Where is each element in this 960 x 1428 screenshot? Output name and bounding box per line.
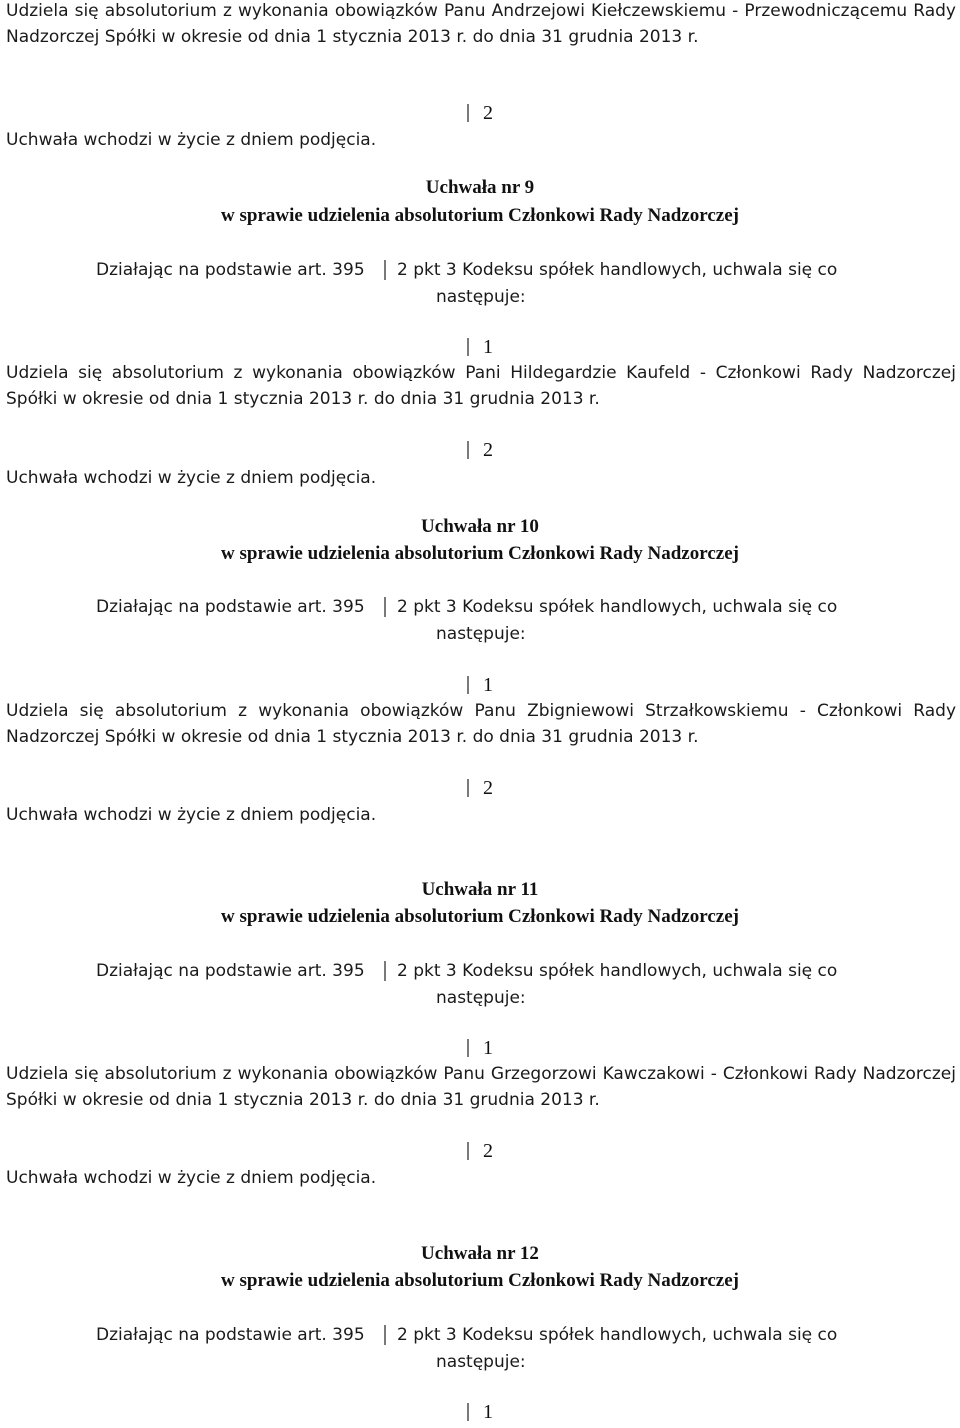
section-number: 1 <box>483 1401 493 1423</box>
section-1-heading <box>465 1036 505 1060</box>
intro-text-3: następuje: <box>436 287 526 307</box>
intro-text-2: 2 pkt 3 Kodeksu spółek handlowych, uchwala się co <box>397 961 838 981</box>
intro-text-3: następuje: <box>436 624 526 644</box>
section-number: 1 <box>483 674 493 696</box>
paragraph-effective: Uchwała wchodzi w życie z dniem podjęcia. <box>6 468 377 488</box>
section-2-heading <box>465 1139 505 1163</box>
intro-text-2: 2 pkt 3 Kodeksu spółek handlowych, uchwala się co <box>397 597 838 617</box>
resolution-title: Uchwała nr 11 <box>421 879 539 900</box>
section-number: 2 <box>483 777 493 799</box>
resolution-title: Uchwała nr 9 <box>425 177 535 198</box>
section-sign-icon <box>383 259 393 281</box>
resolution-subtitle: w sprawie udzielenia absolutorium Członkowi Rady Nadzorczej <box>221 1270 739 1291</box>
intro-text-1: Działając na podstawie art. 395 <box>96 961 365 981</box>
paragraph-absolutorium: Udziela się absolutorium z wykonania obowiązków Panu Grzegorzowi Kawczakowi - Członkowi Rady Nadzorczej Spółki w okresie od dnia 1 stycznia 2013 r. do dnia 31 grudnia 2013 r. <box>6 1064 956 1110</box>
section-sign-icon <box>465 1402 479 1422</box>
intro-text-3: następuje: <box>436 1352 526 1372</box>
section-1-heading <box>465 335 505 359</box>
section-number: 1 <box>483 1037 493 1059</box>
section-sign-icon <box>465 337 479 357</box>
intro-text-1: Działając na podstawie art. 395 <box>96 1325 365 1345</box>
resolution-title: Uchwała nr 10 <box>421 516 539 537</box>
intro-text-2: 2 pkt 3 Kodeksu spółek handlowych, uchwala się co <box>397 1325 838 1345</box>
section-sign-icon <box>383 1324 393 1346</box>
section-1-heading <box>465 673 505 697</box>
intro-text-3: następuje: <box>436 988 526 1008</box>
resolution-subtitle: w sprawie udzielenia absolutorium Członkowi Rady Nadzorczej <box>221 543 739 564</box>
paragraph-effective: Uchwała wchodzi w życie z dniem podjęcia. <box>6 805 377 825</box>
section-sign-icon <box>465 1038 479 1058</box>
resolution-subtitle: w sprawie udzielenia absolutorium Członkowi Rady Nadzorczej <box>221 906 739 927</box>
resolution-subtitle: w sprawie udzielenia absolutorium Członkowi Rady Nadzorczej <box>221 205 739 226</box>
paragraph-absolutorium-kielczewski: Udziela się absolutorium z wykonania obowiązków Panu Andrzejowi Kiełczewskiemu - Przewodniczącemu Rady Nadzorczej Spółki w okresie od dnia 1 stycznia 2013 r. do dnia 31 grudnia 2013 r. <box>6 1 956 47</box>
section-sign-icon <box>465 103 479 123</box>
section-sign-icon <box>383 596 393 618</box>
section-2-heading <box>465 438 505 462</box>
section-number: 2 <box>483 102 493 124</box>
resolution-title: Uchwała nr 12 <box>421 1243 539 1264</box>
section-number: 1 <box>483 336 493 358</box>
section-number: 2 <box>483 1140 493 1162</box>
paragraph-absolutorium: Udziela się absolutorium z wykonania obowiązków Panu Zbigniewowi Strzałkowskiemu - Członkowi Rady Nadzorczej Spółki w okresie od dnia 1 stycznia 2013 r. do dnia 31 grudnia 2013 r. <box>6 701 956 747</box>
section-1-heading <box>465 1400 505 1424</box>
section-2-heading <box>465 776 505 800</box>
intro-text-2: 2 pkt 3 Kodeksu spółek handlowych, uchwala się co <box>397 260 838 280</box>
paragraph-effective: Uchwała wchodzi w życie z dniem podjęcia. <box>6 1168 377 1188</box>
section-number: 2 <box>483 439 493 461</box>
paragraph-absolutorium: Udziela się absolutorium z wykonania obowiązków Pani Hildegardzie Kaufeld - Członkowi Rady Nadzorczej Spółki w okresie od dnia 1 stycznia 2013 r. do dnia 31 grudnia 2013 r. <box>6 363 956 409</box>
section-sign-icon <box>465 1141 479 1161</box>
section-sign-icon <box>465 440 479 460</box>
section-sign-icon <box>465 778 479 798</box>
intro-text-1: Działając na podstawie art. 395 <box>96 597 365 617</box>
section-2-heading <box>465 101 505 125</box>
paragraph-effective: Uchwała wchodzi w życie z dniem podjęcia. <box>6 130 377 150</box>
section-sign-icon <box>383 960 393 982</box>
section-sign-icon <box>465 675 479 695</box>
intro-text-1: Działając na podstawie art. 395 <box>96 260 365 280</box>
